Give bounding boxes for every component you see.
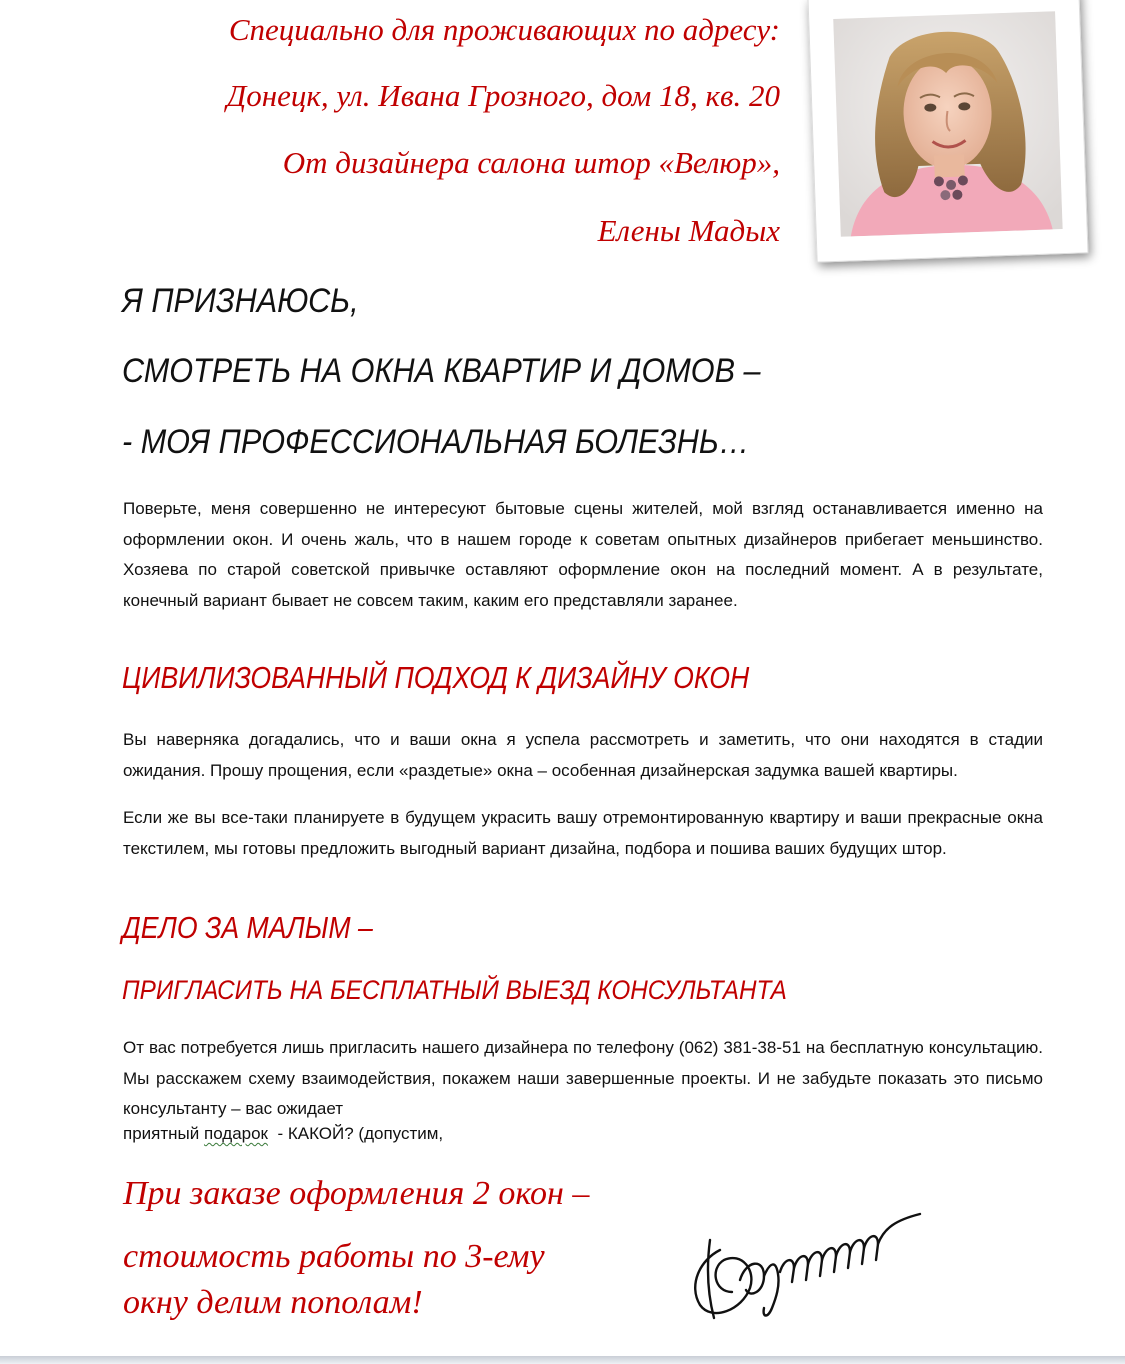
- offer-line-3: окну делим пополам!: [123, 1284, 423, 1321]
- address-line-1: Специально для проживающих по адресу:: [228, 12, 780, 47]
- gift-line-suffix: - КАКОЙ? (допустим,: [268, 1124, 444, 1143]
- address-line-3: От дизайнера салона штор «Велюр»,: [282, 145, 780, 180]
- section-2-paragraph: От вас потребуется лишь пригласить нашего дизайнера по телефону (062) 381-38-51 на бесплатную консультацию. Мы расскажем схему взаимодействия, покажем наши завершенные проекты. И не забудьте показать это письмо консультанту – вас ожидает: [123, 1038, 1043, 1118]
- section-1-paragraph-2: Если же вы все-таки планируете в будущем украсить вашу отремонтированную квартиру и ваши прекрасные окна текстилем, мы готовы предложить выгодный вариант дизайна, подбора и пошива ваших будущих штор.: [123, 808, 1043, 858]
- portrait-icon: [833, 11, 1062, 237]
- section-1-paragraph-1: Вы наверняка догадались, что и ваши окна я успела рассмотреть и заметить, что они находятся в стадии ожидания. Прошу прощения, если «раздетые» окна – особенная дизайнерская задумка вашей квартиры.: [123, 730, 1043, 780]
- headline-line-3: - МОЯ ПРОФЕССИОНАЛЬНАЯ БОЛЕЗНЬ…: [122, 423, 750, 461]
- gift-line: [123, 1124, 443, 1144]
- page-bottom-shadow: [0, 1356, 1125, 1364]
- address-line-2: Донецк, ул. Ивана Грозного, дом 18, кв. 20: [226, 78, 780, 113]
- designer-photo: [833, 11, 1062, 237]
- section-1-title: ЦИВИЛИЗОВАННЫЙ ПОДХОД К ДИЗАЙНУ ОКОН: [122, 660, 750, 695]
- section-2-subtitle: ПРИГЛАСИТЬ НА БЕСПЛАТНЫЙ ВЫЕЗД КОНСУЛЬТАНТА: [122, 975, 787, 1005]
- headline-line-2: СМОТРЕТЬ НА ОКНА КВАРТИР И ДОМОВ –: [122, 352, 761, 390]
- gift-line-word: подарок: [203, 1124, 268, 1143]
- offer-line-1: При заказе оформления 2 окон –: [123, 1175, 590, 1212]
- signature-icon: [680, 1200, 940, 1325]
- address-line-4: Елены Мадых: [597, 213, 780, 248]
- section-2-title: ДЕЛО ЗА МАЛЫМ –: [122, 910, 373, 945]
- offer-line-2: стоимость работы по 3-ему: [123, 1238, 545, 1275]
- intro-paragraph: Поверьте, меня совершенно не интересуют бытовые сцены жителей, мой взгляд останавливается именно на оформлении окон. И очень жаль, что в нашем городе к советам опытных дизайнеров прибегает меньшинство. Хозяева по старой советской привычке оставляют оформление окон на последний момент. А в результате, конечный вариант бывает не совсем таким, каким его представляли заранее.: [123, 499, 1043, 610]
- headline-line-1: Я ПРИЗНАЮСЬ,: [122, 282, 359, 320]
- designer-photo-frame: [807, 0, 1088, 263]
- gift-line-prefix: приятный: [123, 1124, 204, 1143]
